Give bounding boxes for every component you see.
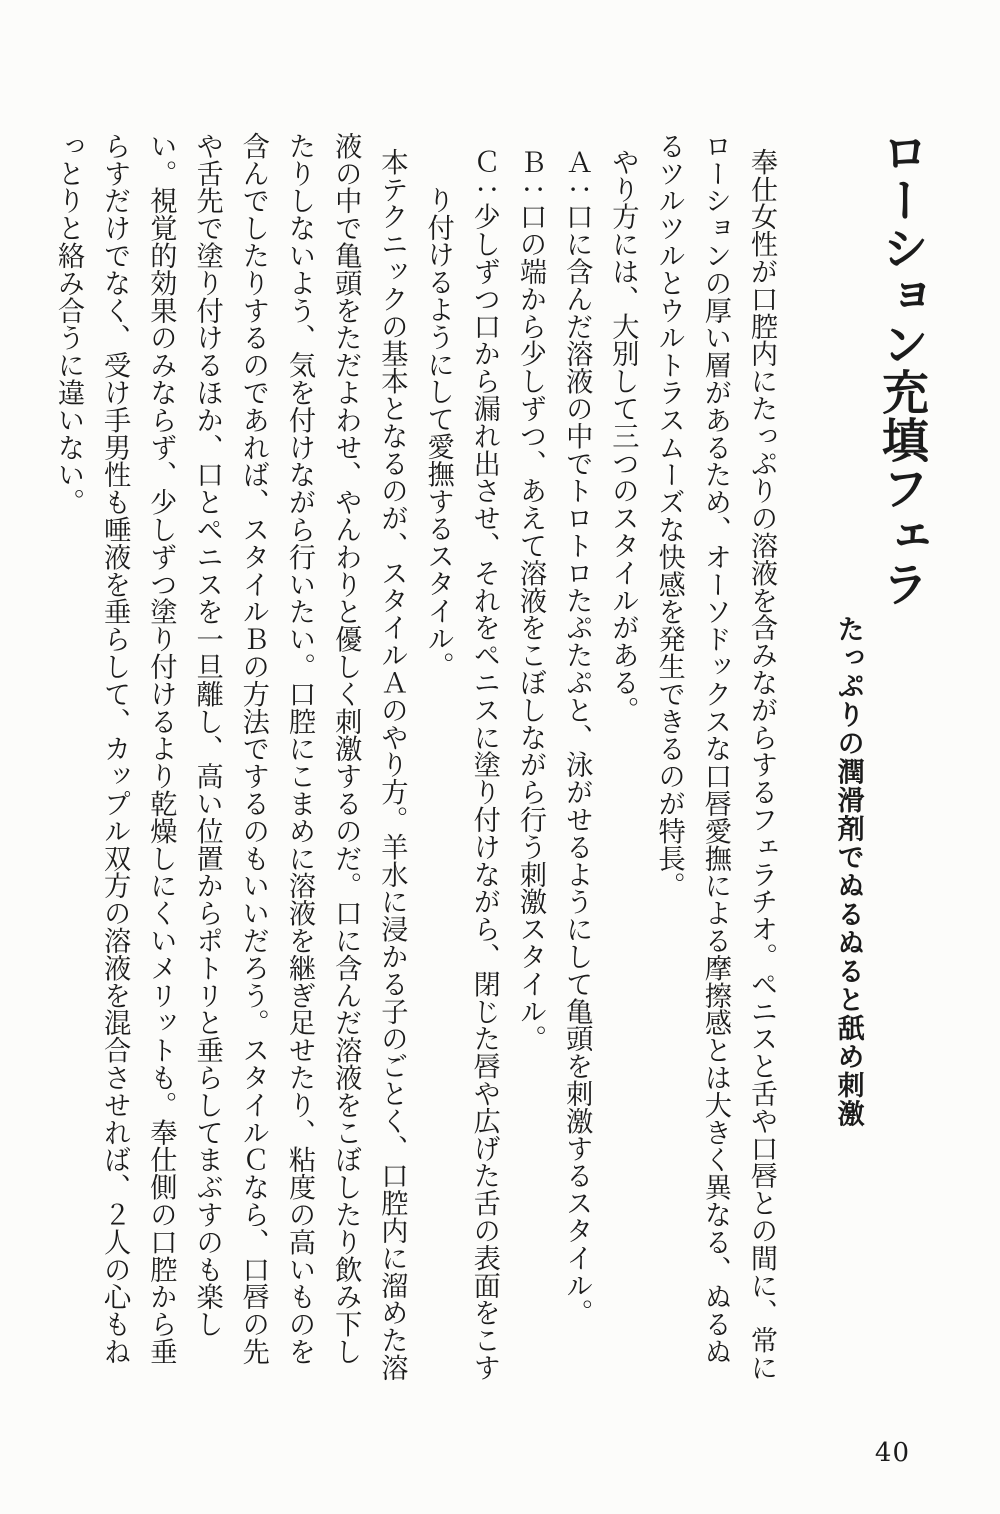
list-item-style-b: Ｂ：口の端から少しずつ、あえて溶液をこぼしながら行う刺激スタイル。 — [514, 148, 546, 1053]
page-subtitle: たっぷりの潤滑剤でぬるぬると舐め刺激 — [832, 615, 864, 1128]
list-item-style-a: Ａ：口に含んだ溶液の中でトロトロたぷたぷと、泳がせるようにして亀頭を刺激するスタイル。 — [561, 148, 593, 1327]
title-column — [827, 128, 930, 1448]
paragraph-intro: 奉仕女性が口腔内にたっぷりの溶液を含みながらするフェラチオ。ペニスと舌や口唇との間に、常にローションの厚い層があるため、オーソドックスな口唇愛撫による摩擦感とは大きく異なる、ぬるぬるツルツルとウルトラスムーズな快感を発生できるのが特長。 — [653, 132, 777, 1382]
page-number: 40 — [874, 1438, 910, 1468]
page-title: ローション充填フェラ — [874, 128, 929, 608]
body-text — [45, 132, 784, 1390]
paragraph-technique-detail: 本テクニックの基本となるのが、スタイルＡのやり方。羊水に浸かる子のごとく、口腔内に溜めた溶液の中で亀頭をただよわせ、やんわりと優しく刺激するのだ。口に含んだ溶液をこぼしたり飲み下したりしないよう、気を付けながら行いたい。口腔にこまめに溶液を継ぎ足せたり、粘度の高いものを含んでしたりするのであれば、スタイルＢの方法でするのもいいだろう。スタイルＣなら、口唇の先や舌先で塗り付けるほか、口とペニスを一旦離し、高い位置からポトリと垂らしてまぶすのも楽しい。視覚的効果のみならず、少しずつ塗り付けるより乾燥しにくいメリットも。奉仕側の口腔から垂らすだけでなく、受け手男性も唾液を垂らして、カップル双方の溶液を混合させれば、２人の心もねっとりと絡み合うに違いない。 — [52, 132, 408, 1382]
paragraph-styles-lead: やり方には、大別して三つのスタイルがある。 — [607, 148, 639, 724]
list-item-style-c: Ｃ：少しずつ口から漏れ出させ、それをペニスに塗り付けながら、閉じた唇や広げた舌の表面をこすり付けるようにして愛撫するスタイル。 — [422, 148, 500, 1382]
